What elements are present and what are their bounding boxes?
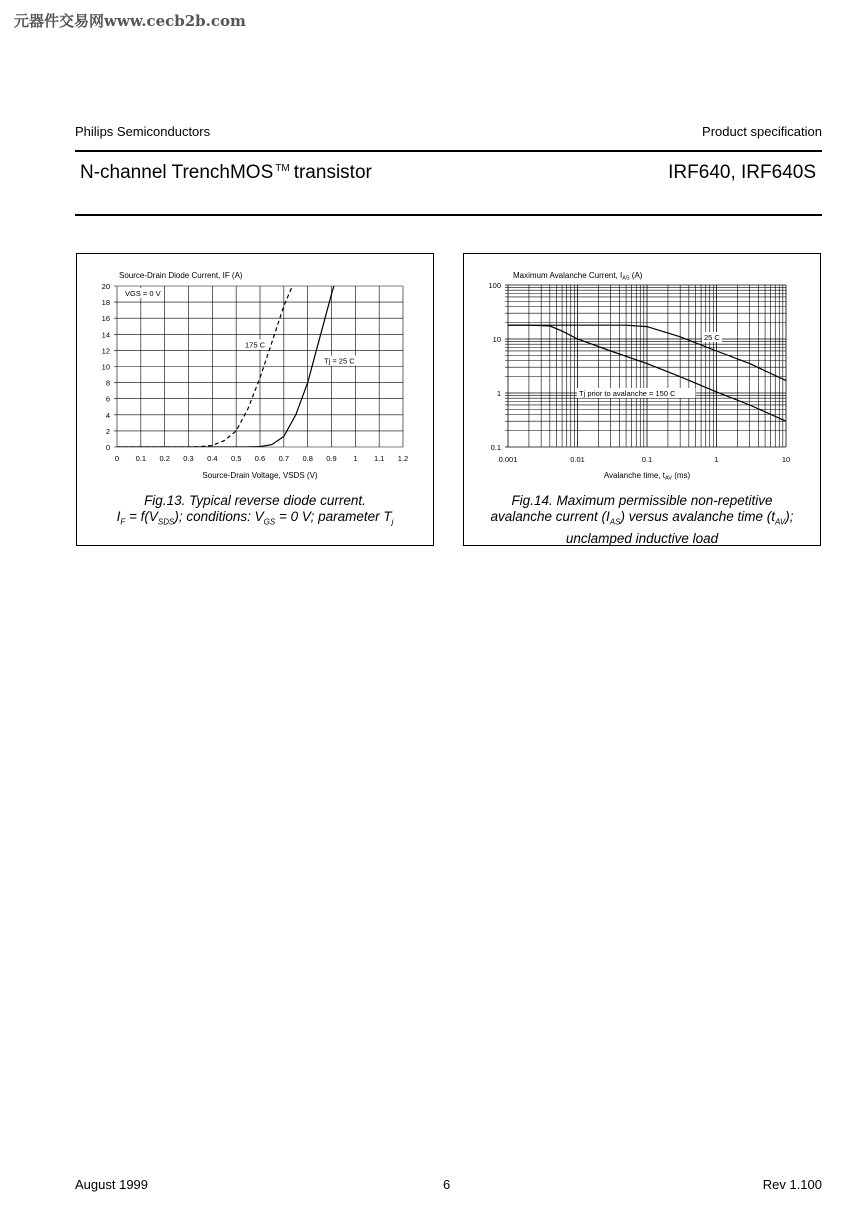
- fig14-annotation: 25 C: [704, 333, 720, 342]
- fig13-annotation: Tj = 25 C: [324, 356, 355, 366]
- fig13-series-line: [117, 278, 296, 447]
- cap-sub-as: AS: [609, 517, 621, 527]
- fig14-y-title: Maximum Avalanche Current, IAS (A): [513, 271, 643, 282]
- document-type: Product specification: [702, 124, 822, 139]
- fig13-y-tick-label: 6: [105, 394, 110, 404]
- fig14-caption: [464, 493, 820, 547]
- fig14-y-tick-label: 1: [496, 389, 501, 398]
- fig14-caption-line2: [464, 509, 820, 531]
- cap-i: I: [116, 509, 121, 524]
- fig13-x-tick-label: 0.1: [135, 454, 147, 463]
- fig13-x-tick-label: 0: [114, 454, 120, 463]
- fig13-y-tick-label: 10: [101, 362, 110, 372]
- fig14-chart: [464, 254, 820, 494]
- cap-sub-j: j: [391, 517, 394, 527]
- cap-text: avalanche current (I: [490, 509, 610, 524]
- figure-13-frame: [76, 253, 434, 546]
- fig13-x-tick-label: 0.9: [326, 454, 337, 463]
- fig13-x-tick-label: 0.2: [159, 454, 170, 463]
- fig14-x-tick-label: 0.01: [570, 455, 585, 464]
- cap-text: );: [785, 509, 794, 524]
- fig13-x-tick-label: 1: [353, 454, 358, 463]
- fig14-annotation: Tj prior to avalanche = 150 C: [579, 389, 676, 398]
- fig13-caption-line2: [77, 509, 433, 531]
- fig13-caption-line1: Fig.13. Typical reverse diode current.: [144, 493, 366, 508]
- document-title: [80, 162, 372, 184]
- header-rule-top: [75, 150, 822, 152]
- fig14-x-tick-label: 0.001: [498, 455, 518, 464]
- trademark-symbol: TM: [275, 163, 290, 174]
- fig14-x-tick-label: 1: [714, 455, 719, 464]
- title-text: N-channel TrenchMOS: [80, 162, 274, 183]
- fig13-x-tick-label: 0.8: [302, 454, 313, 463]
- footer-revision: Rev 1.100: [762, 1177, 822, 1192]
- fig13-y-tick-label: 12: [101, 346, 110, 356]
- footer-date: August 1999: [75, 1177, 149, 1192]
- fig13-y-tick-label: 0: [105, 443, 110, 452]
- fig13-x-tick-label: 0.7: [278, 454, 290, 463]
- fig13-x-tick-label: 1.2: [397, 454, 409, 463]
- fig14-x-tick-label: 0.1: [641, 455, 653, 464]
- cap-sub-sds: SDS: [157, 517, 175, 527]
- cap-text: ) versus avalanche time (t: [620, 509, 776, 524]
- fig14-y-tick-label: 100: [488, 281, 501, 290]
- watermark: 元器件交易网www.cecb2b.com: [14, 12, 246, 30]
- footer-page-number: 6: [443, 1177, 451, 1192]
- fig13-caption: [77, 493, 433, 531]
- fig13-annotation: VGS = 0 V: [125, 289, 161, 299]
- fig13-y-tick-label: 18: [101, 298, 110, 308]
- fig13-y-tick-label: 20: [101, 282, 110, 291]
- fig14-caption-line1: Fig.14. Maximum permissible non-repetitive: [511, 493, 773, 508]
- header-rule-bottom: [75, 214, 822, 216]
- fig13-y-tick-label: 4: [105, 410, 110, 420]
- cap-sub-gs: GS: [263, 517, 276, 527]
- company-name: Philips Semiconductors: [75, 124, 211, 139]
- fig13-y-tick-label: 2: [105, 426, 110, 436]
- fig14-caption-line3: unclamped inductive load: [565, 530, 719, 546]
- fig13-y-tick-label: 14: [101, 330, 110, 340]
- fig13-annotation: 175 C: [245, 340, 266, 350]
- fig13-x-tick-label: 1.1: [373, 454, 385, 463]
- fig13-y-tick-label: 8: [105, 378, 110, 388]
- cap-text: = f(V: [125, 509, 158, 524]
- fig13-x-tick-label: 0.3: [183, 454, 194, 463]
- fig13-y-tick-label: 16: [101, 314, 110, 324]
- fig13-chart: [77, 254, 433, 494]
- fig13-x-tick-label: 0.5: [230, 454, 242, 463]
- fig13-x-tick-label: 0.6: [254, 454, 266, 463]
- part-numbers: IRF640, IRF640S: [668, 162, 816, 183]
- fig14-x-tick-label: 10: [781, 455, 791, 464]
- fig13-y-title: Source-Drain Diode Current, IF (A): [119, 271, 243, 280]
- cap-text: ); conditions: V: [174, 509, 264, 524]
- figure-14-frame: [463, 253, 821, 546]
- cap-text: = 0 V; parameter T: [275, 509, 392, 524]
- fig14-x-title: Avalanche time, tAV (ms): [603, 471, 691, 482]
- cap-sub-f: F: [120, 517, 126, 527]
- cap-sub-av: AV: [775, 517, 786, 527]
- fig14-y-tick-label: 0.1: [490, 443, 501, 452]
- fig13-x-tick-label: 0.4: [207, 454, 218, 463]
- fig13-x-title: Source-Drain Voltage, VSDS (V): [202, 471, 318, 480]
- fig14-y-tick-label: 10: [492, 335, 501, 344]
- title-suffix: transistor: [293, 162, 372, 183]
